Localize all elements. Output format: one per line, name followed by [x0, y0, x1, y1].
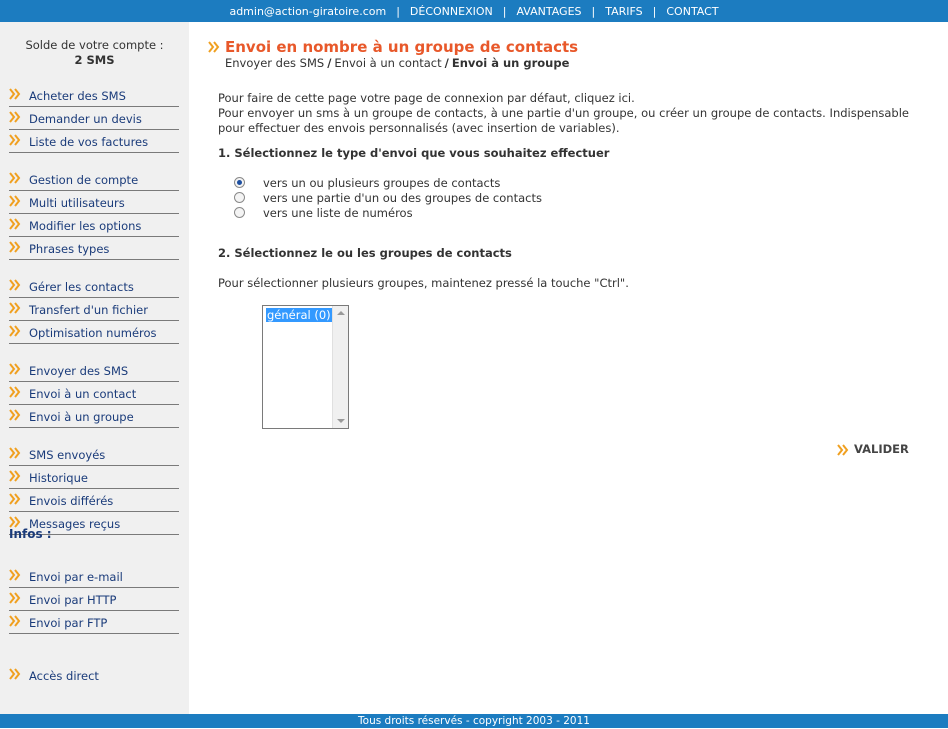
balance-value: 2 SMS	[74, 53, 115, 67]
sidebar-item-template-phrases[interactable]	[9, 237, 179, 260]
infos-heading: Infos :	[9, 527, 52, 541]
double-chevron-icon	[9, 172, 21, 184]
multi-select-hint: Pour sélectionner plusieurs groupes, maintenez pressé la touche "Ctrl".	[218, 276, 629, 290]
double-chevron-icon	[9, 668, 21, 680]
radio-label: vers un ou plusieurs groupes de contacts	[263, 176, 501, 190]
intro-description: Pour envoyer un sms à un groupe de contacts, à une partie d'un groupe, ou créer un groupe de contacts. Indispensable pour effectuer des envois personnalisés (avec insertion de variables).	[218, 106, 909, 135]
double-chevron-icon	[9, 111, 21, 123]
sidebar-item-label: Gérer les contacts	[29, 280, 134, 294]
title-arrow-icon	[208, 41, 220, 53]
page-title: Envoi en nombre à un groupe de contacts	[225, 38, 579, 56]
group-listbox[interactable]	[262, 305, 349, 429]
sidebar-item-label: Envois différés	[29, 494, 114, 508]
double-chevron-icon	[9, 195, 21, 207]
sidebar-item-label: Phrases types	[29, 242, 110, 256]
sidebar-item-label: Envoi par HTTP	[29, 593, 117, 607]
sidebar-item-label: Multi utilisateurs	[29, 196, 125, 210]
account-balance	[0, 22, 189, 68]
sidebar-item-label: Optimisation numéros	[29, 326, 157, 340]
intro-text	[218, 91, 909, 136]
contact-link[interactable]: CONTACT	[666, 5, 719, 18]
sidebar-item-label: SMS envoyés	[29, 448, 106, 462]
sidebar-item-label: Modifier les options	[29, 219, 142, 233]
sidebar-item-account-management[interactable]	[9, 168, 179, 191]
breadcrumb-item[interactable]: Envoyer des SMS	[225, 56, 325, 70]
sidebar-item-send-to-group[interactable]	[9, 405, 179, 428]
scroll-down-icon[interactable]	[337, 419, 345, 423]
sidebar-item-label: Accès direct	[29, 669, 99, 683]
double-chevron-icon	[9, 279, 21, 291]
sidebar-item-edit-options[interactable]	[9, 214, 179, 237]
double-chevron-icon	[9, 569, 21, 581]
double-chevron-icon	[9, 409, 21, 421]
sidebar-item-buy-sms[interactable]	[9, 84, 179, 107]
sidebar-item-multi-users[interactable]	[9, 191, 179, 214]
sidebar-item-label: Gestion de compte	[29, 173, 139, 187]
radio-button[interactable]	[234, 177, 245, 188]
sidebar-item-label: Envoi par e-mail	[29, 570, 123, 584]
radio-button[interactable]	[234, 207, 245, 218]
sidebar-item-label: Historique	[29, 471, 88, 485]
balance-label: Solde de votre compte :	[25, 38, 164, 52]
radio-label: vers une liste de numéros	[263, 206, 413, 220]
breadcrumb-item[interactable]: Envoi à un contact	[334, 56, 442, 70]
sidebar-item-send-by-ftp[interactable]	[9, 611, 179, 634]
listbox-scrollbar[interactable]	[332, 306, 348, 428]
double-chevron-icon	[9, 363, 21, 375]
sidebar-item-label: Envoi par FTP	[29, 616, 108, 630]
double-chevron-icon	[9, 447, 21, 459]
advantages-link[interactable]: AVANTAGES	[516, 5, 582, 18]
double-chevron-icon	[9, 493, 21, 505]
group-option[interactable]: général (0)	[267, 308, 331, 322]
main-content	[189, 22, 948, 714]
sidebar-item-scheduled-sends[interactable]	[9, 489, 179, 512]
default-page-link[interactable]: Pour faire de cette page votre page de connexion par défaut, cliquez ici.	[218, 91, 635, 105]
scroll-up-icon[interactable]	[337, 311, 345, 315]
sidebar-item-label: Envoi à un groupe	[29, 410, 134, 424]
sidebar-item-direct-access[interactable]	[9, 664, 179, 686]
sidebar-item-file-transfer[interactable]	[9, 298, 179, 321]
sidebar-item-label: Liste de vos factures	[29, 135, 149, 149]
sidebar-item-number-optimization[interactable]	[9, 321, 179, 344]
logout-link[interactable]: DÉCONNEXION	[409, 5, 493, 18]
footer-copyright: Tous droits réservés - copyright 2003 - 2011	[0, 714, 948, 728]
sidebar-item-history[interactable]	[9, 466, 179, 489]
double-chevron-icon	[9, 241, 21, 253]
sidebar-item-label: Envoyer des SMS	[29, 364, 129, 378]
submit-arrow-icon	[837, 444, 849, 456]
sidebar-item-manage-contacts[interactable]	[9, 275, 179, 298]
pricing-link[interactable]: TARIFS	[605, 5, 643, 18]
double-chevron-icon	[9, 302, 21, 314]
double-chevron-icon	[9, 386, 21, 398]
sidebar-item-send-by-email[interactable]	[9, 565, 179, 588]
sidebar-item-send-by-http[interactable]	[9, 588, 179, 611]
step2-heading: 2. Sélectionnez le ou les groupes de contacts	[218, 246, 512, 260]
double-chevron-icon	[9, 592, 21, 604]
sidebar-item-label: Messages reçus	[29, 517, 121, 531]
double-chevron-icon	[9, 88, 21, 100]
radio-label: vers une partie d'un ou des groupes de contacts	[263, 191, 542, 205]
double-chevron-icon	[9, 325, 21, 337]
sidebar-item-invoices[interactable]	[9, 130, 179, 153]
breadcrumb: Envoyer des SMS / Envoi à un contact / Envoi à un groupe	[225, 56, 570, 70]
sidebar-item-send-sms[interactable]	[9, 359, 179, 382]
sidebar-item-request-quote[interactable]	[9, 107, 179, 130]
sidebar-item-send-to-contact[interactable]	[9, 382, 179, 405]
sidebar-item-sent-sms[interactable]	[9, 443, 179, 466]
sidebar-item-label: Acheter des SMS	[29, 89, 126, 103]
double-chevron-icon	[9, 615, 21, 627]
sidebar-item-label: Envoi à un contact	[29, 387, 137, 401]
double-chevron-icon	[9, 218, 21, 230]
breadcrumb-current: Envoi à un groupe	[451, 56, 570, 70]
double-chevron-icon	[9, 134, 21, 146]
step1-heading: 1. Sélectionnez le type d'envoi que vous souhaitez effectuer	[218, 146, 610, 160]
sidebar-item-label: Demander un devis	[29, 112, 142, 126]
account-email-link[interactable]: admin@action-giratoire.com	[229, 5, 387, 18]
submit-label: VALIDER	[854, 442, 909, 456]
double-chevron-icon	[9, 470, 21, 482]
top-nav-bar: admin@action-giratoire.com | DÉCONNEXION | AVANTAGES | TARIFS | CONTACT	[0, 0, 948, 22]
radio-button[interactable]	[234, 192, 245, 203]
sidebar-item-label: Transfert d'un fichier	[29, 303, 148, 317]
